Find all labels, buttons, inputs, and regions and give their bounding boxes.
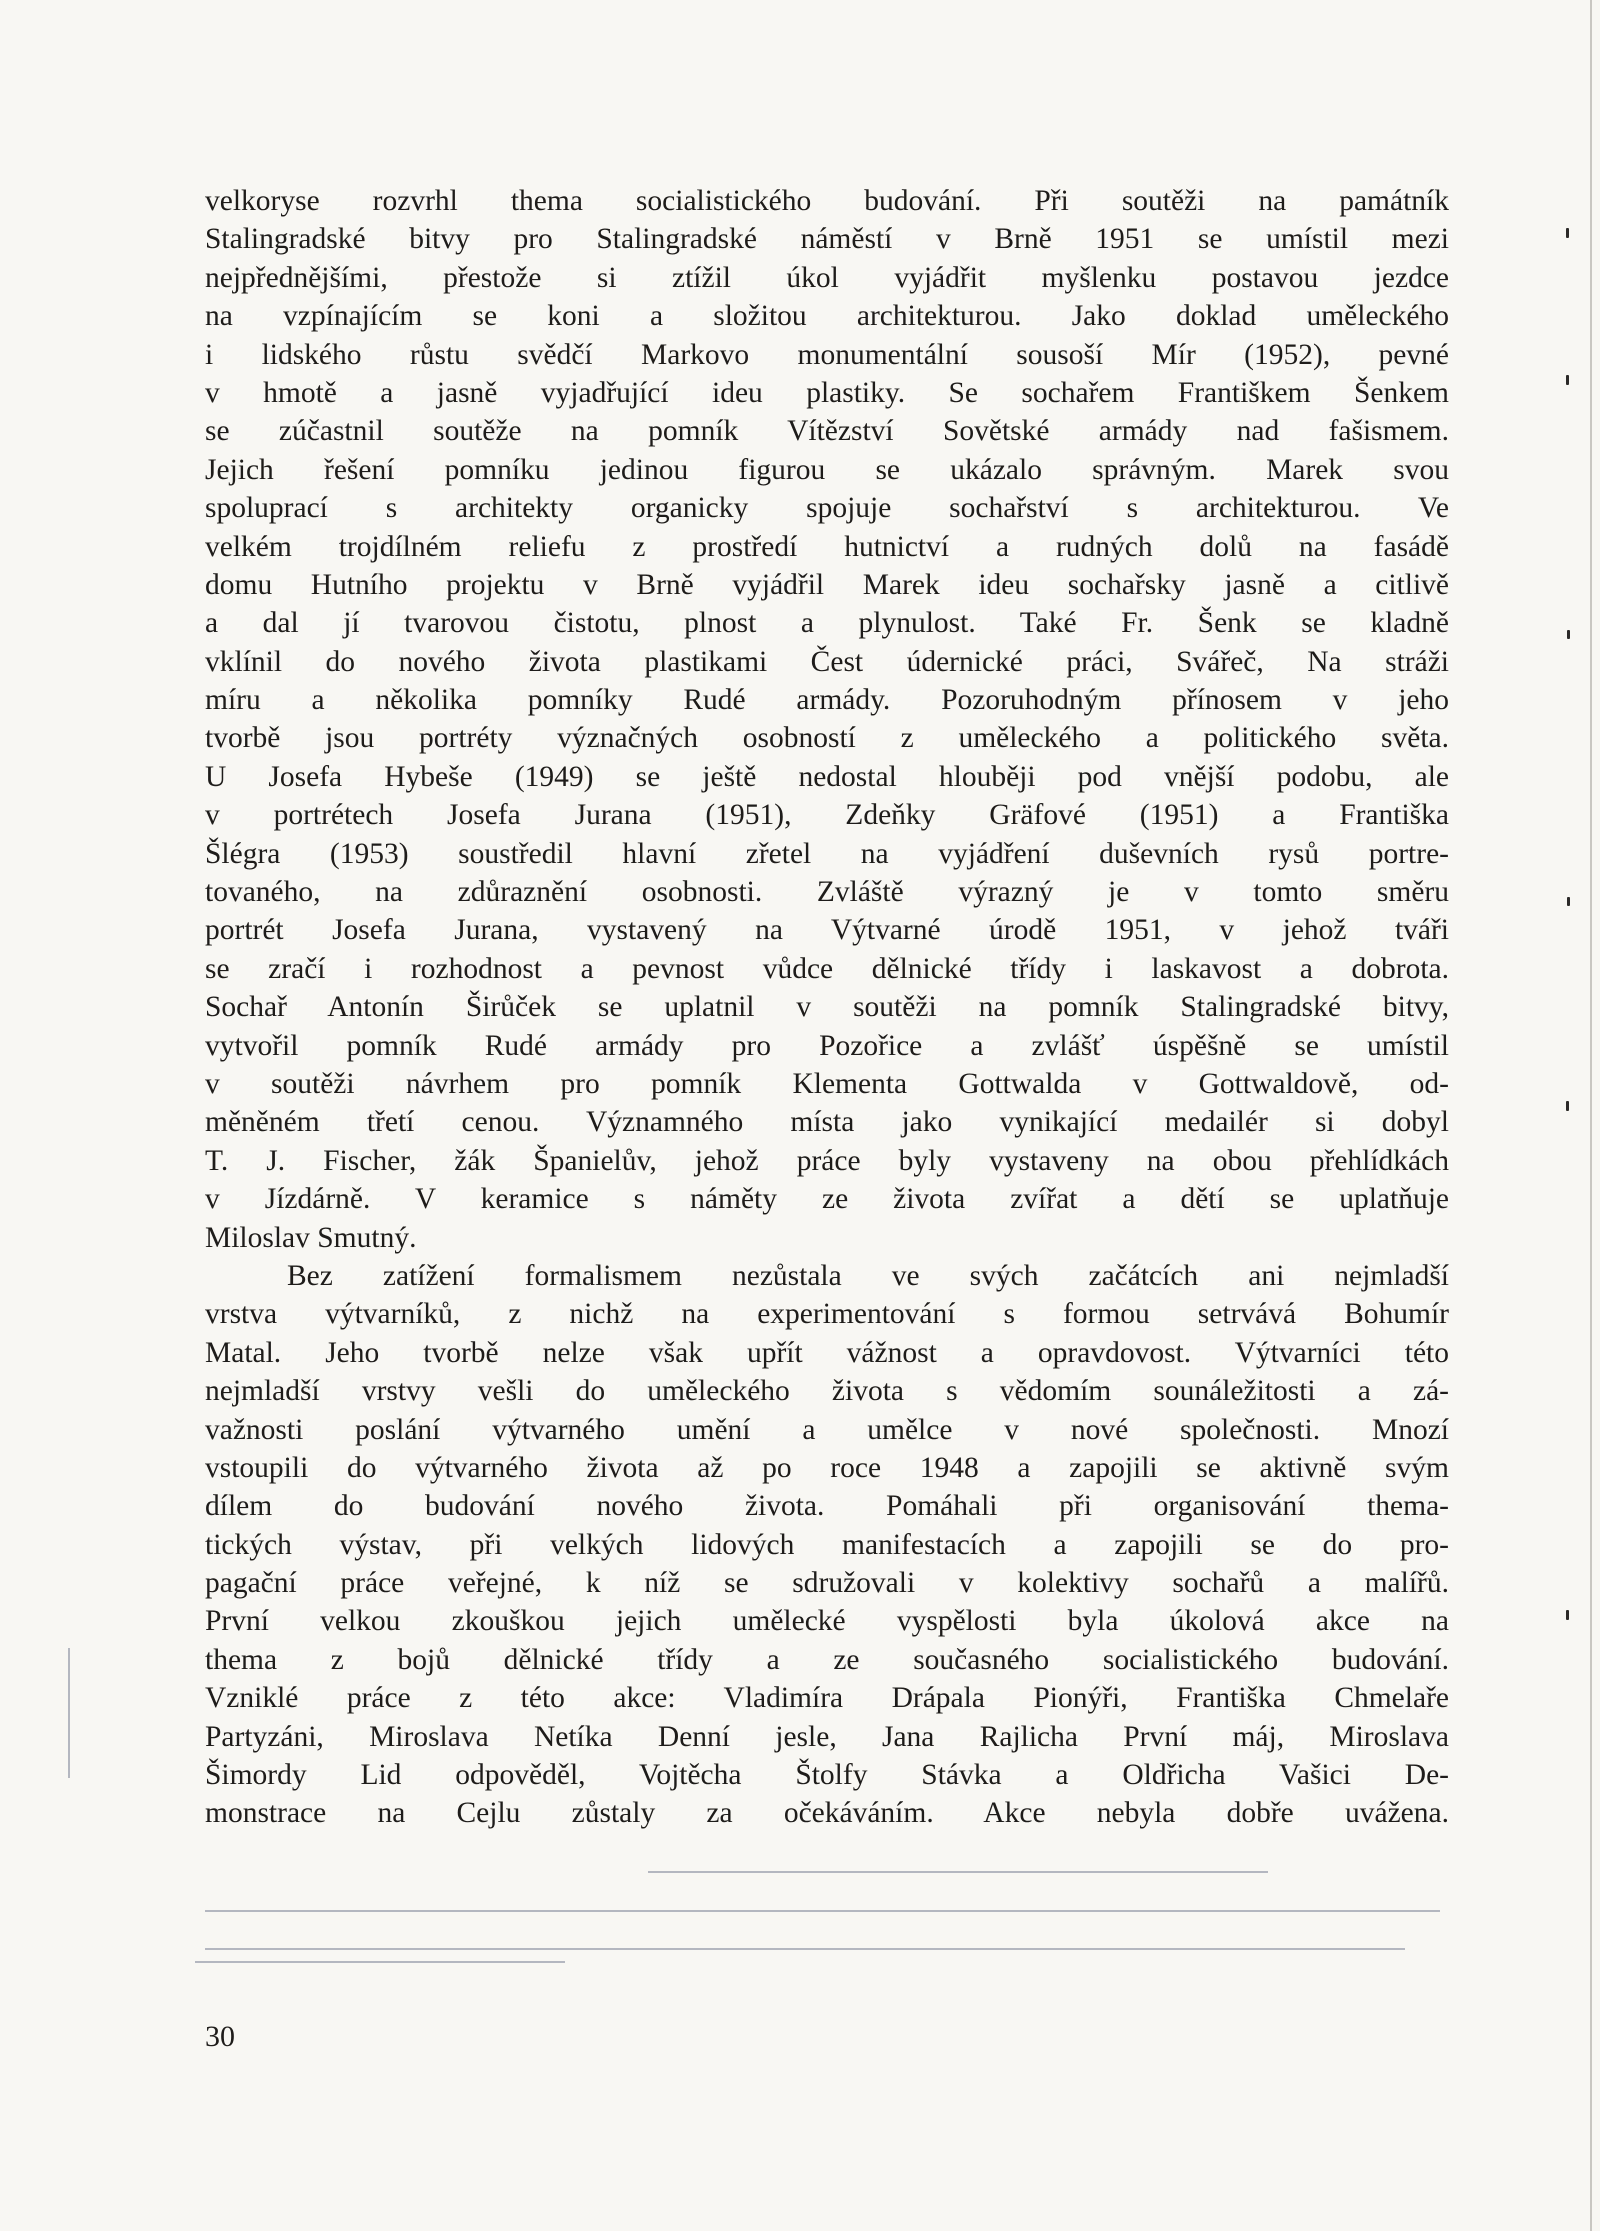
text-line-16: U Josefa Hybeše (1949) se ještě nedostal hlouběji pod vnější podobu, ale <box>205 760 1449 793</box>
text-line-6: v hmotě a jasně vyjadřující ideu plastiky. Se sochařem Františkem Šenkem <box>205 376 1449 409</box>
text-line-14: míru a několika pomníky Rudé armády. Pozoruhodným přínosem v jeho <box>205 684 1449 717</box>
text-line-29: Bez zatížení formalismem nezůstala ve svých začátcích ani nejmladší <box>287 1259 1449 1292</box>
text-line-24: v soutěži návrhem pro pomník Klementa Gottwalda v Gottwaldově, od- <box>205 1067 1449 1100</box>
margin-mark <box>1567 897 1570 906</box>
text-line-15: tvorbě jsou portréty význačných osobností z uměleckého a politického světa. <box>205 722 1449 755</box>
text-line-3: nejpřednějšími, přestože si ztížil úkol vyjádřit myšlenku postavou jezdce <box>205 261 1449 294</box>
text-line-33: važnosti poslání výtvarného umění a umělce v nové společnosti. Mnozí <box>205 1413 1449 1446</box>
text-line-23: vytvořil pomník Rudé armády pro Pozořice a zvlášť úspěšně se umístil <box>205 1029 1449 1062</box>
pencil-underline-1 <box>648 1871 1268 1873</box>
text-line-25: měněném třetí cenou. Významného místa jako vynikající medailér si dobyl <box>205 1106 1449 1139</box>
text-line-18: Šlégra (1953) soustředil hlavní zřetel na vyjádření duševních rysů portre- <box>205 837 1449 870</box>
text-line-2: Stalingradské bitvy pro Stalingradské náměstí v Brně 1951 se umístil mezi <box>205 223 1449 256</box>
text-line-7: se zúčastnil soutěže na pomník Vítězství Sovětské armády nad fašismem. <box>205 415 1449 448</box>
margin-mark <box>1566 1101 1569 1111</box>
text-line-39: thema z bojů dělnické třídy a ze současného socialistického budování. <box>205 1643 1449 1676</box>
text-line-12: a dal jí tvarovou čistotu, plnost a plynulost. Také Fr. Šenk se kladně <box>205 607 1449 640</box>
text-line-21: se zračí i rozhodnost a pevnost vůdce dělnické třídy i laskavost a dobrota. <box>205 952 1449 985</box>
margin-mark <box>1566 1610 1569 1620</box>
text-line-5: i lidského růstu svědčí Markovo monumentální sousoší Mír (1952), pevné <box>205 338 1449 371</box>
text-line-11: domu Hutního projektu v Brně vyjádřil Marek ideu sochařsky jasně a citlivě <box>205 568 1449 601</box>
pencil-underline-2 <box>205 1910 1440 1912</box>
page-edge <box>1590 0 1592 2231</box>
pencil-underline-4 <box>195 1961 565 1963</box>
text-line-9: spoluprací s architekty organicky spojuje sochařství s architekturou. Ve <box>205 492 1449 525</box>
margin-mark <box>1566 228 1569 238</box>
text-line-17: v portrétech Josefa Jurana (1951), Zdeňky Gräfové (1951) a Františka <box>205 799 1449 832</box>
margin-mark <box>1566 375 1569 385</box>
text-line-43: monstrace na Cejlu zůstaly za očekáváním. Akce nebyla dobře uvážena. <box>205 1797 1449 1830</box>
text-line-10: velkém trojdílném reliefu z prostředí hutnictví a rudných dolů na fasádě <box>205 530 1449 563</box>
text-line-19: tovaného, na zdůraznění osobnosti. Zvláště výrazný je v tomto směru <box>205 876 1449 909</box>
text-line-40: Vzniklé práce z této akce: Vladimíra Drápala Pionýři, Františka Chmelaře <box>205 1682 1449 1715</box>
text-line-31: Matal. Jeho tvorbě nelze však upřít vážnost a opravdovost. Výtvarníci této <box>205 1336 1449 1369</box>
body-text <box>205 182 1449 1833</box>
text-line-30: vrstva výtvarníků, z nichž na experimentování s formou setrvává Bohumír <box>205 1298 1449 1331</box>
margin-mark <box>1567 630 1570 639</box>
text-line-32: nejmladší vrstvy vešli do uměleckého života s vědomím sounáležitosti a zá- <box>205 1375 1449 1408</box>
text-line-36: tických výstav, při velkých lidových manifestacích a zapojili se do pro- <box>205 1528 1449 1561</box>
text-line-13: vklínil do nového života plastikami Čest údernické práci, Svářeč, Na stráži <box>205 645 1449 678</box>
text-line-1: velkoryse rozvrhl thema socialistického budování. Při soutěži na památník <box>205 185 1449 217</box>
text-line-42: Šimordy Lid odpověděl, Vojtěcha Štolfy Stávka a Oldřicha Vašici De- <box>205 1759 1449 1792</box>
text-line-8: Jejich řešení pomníku jedinou figurou se ukázalo správným. Marek svou <box>205 453 1449 486</box>
text-line-37: pagační práce veřejné, k níž se sdružovali v kolektivy sochařů a malířů. <box>205 1567 1449 1600</box>
text-line-35: dílem do budování nového života. Pomáhali při organisování thema- <box>205 1490 1449 1523</box>
pencil-underline-3 <box>205 1948 1405 1950</box>
text-line-26: T. J. Fischer, žák Španielův, jehož práce byly vystaveny na obou přehlídkách <box>205 1144 1449 1177</box>
text-line-28: Miloslav Smutný. <box>205 1221 417 1254</box>
text-line-22: Sochař Antonín Širůček se uplatnil v soutěži na pomník Stalingradské bitvy, <box>205 991 1449 1024</box>
text-line-27: v Jízdárně. V keramice s náměty ze života zvířat a dětí se uplatňuje <box>205 1183 1449 1216</box>
pencil-vertical-mark <box>68 1648 70 1778</box>
text-line-34: vstoupili do výtvarného života až po roce 1948 a zapojili se aktivně svým <box>205 1451 1449 1484</box>
text-line-41: Partyzáni, Miroslava Netíka Denní jesle, Jana Rajlicha První máj, Miroslava <box>205 1720 1449 1753</box>
text-line-4: na vzpínajícím se koni a složitou architekturou. Jako doklad uměleckého <box>205 300 1449 333</box>
page-number: 30 <box>205 2020 235 2053</box>
text-line-20: portrét Josefa Jurana, vystavený na Výtvarné úrodě 1951, v jehož tváři <box>205 914 1449 947</box>
text-line-38: První velkou zkouškou jejich umělecké vyspělosti byla úkolová akce na <box>205 1605 1449 1638</box>
